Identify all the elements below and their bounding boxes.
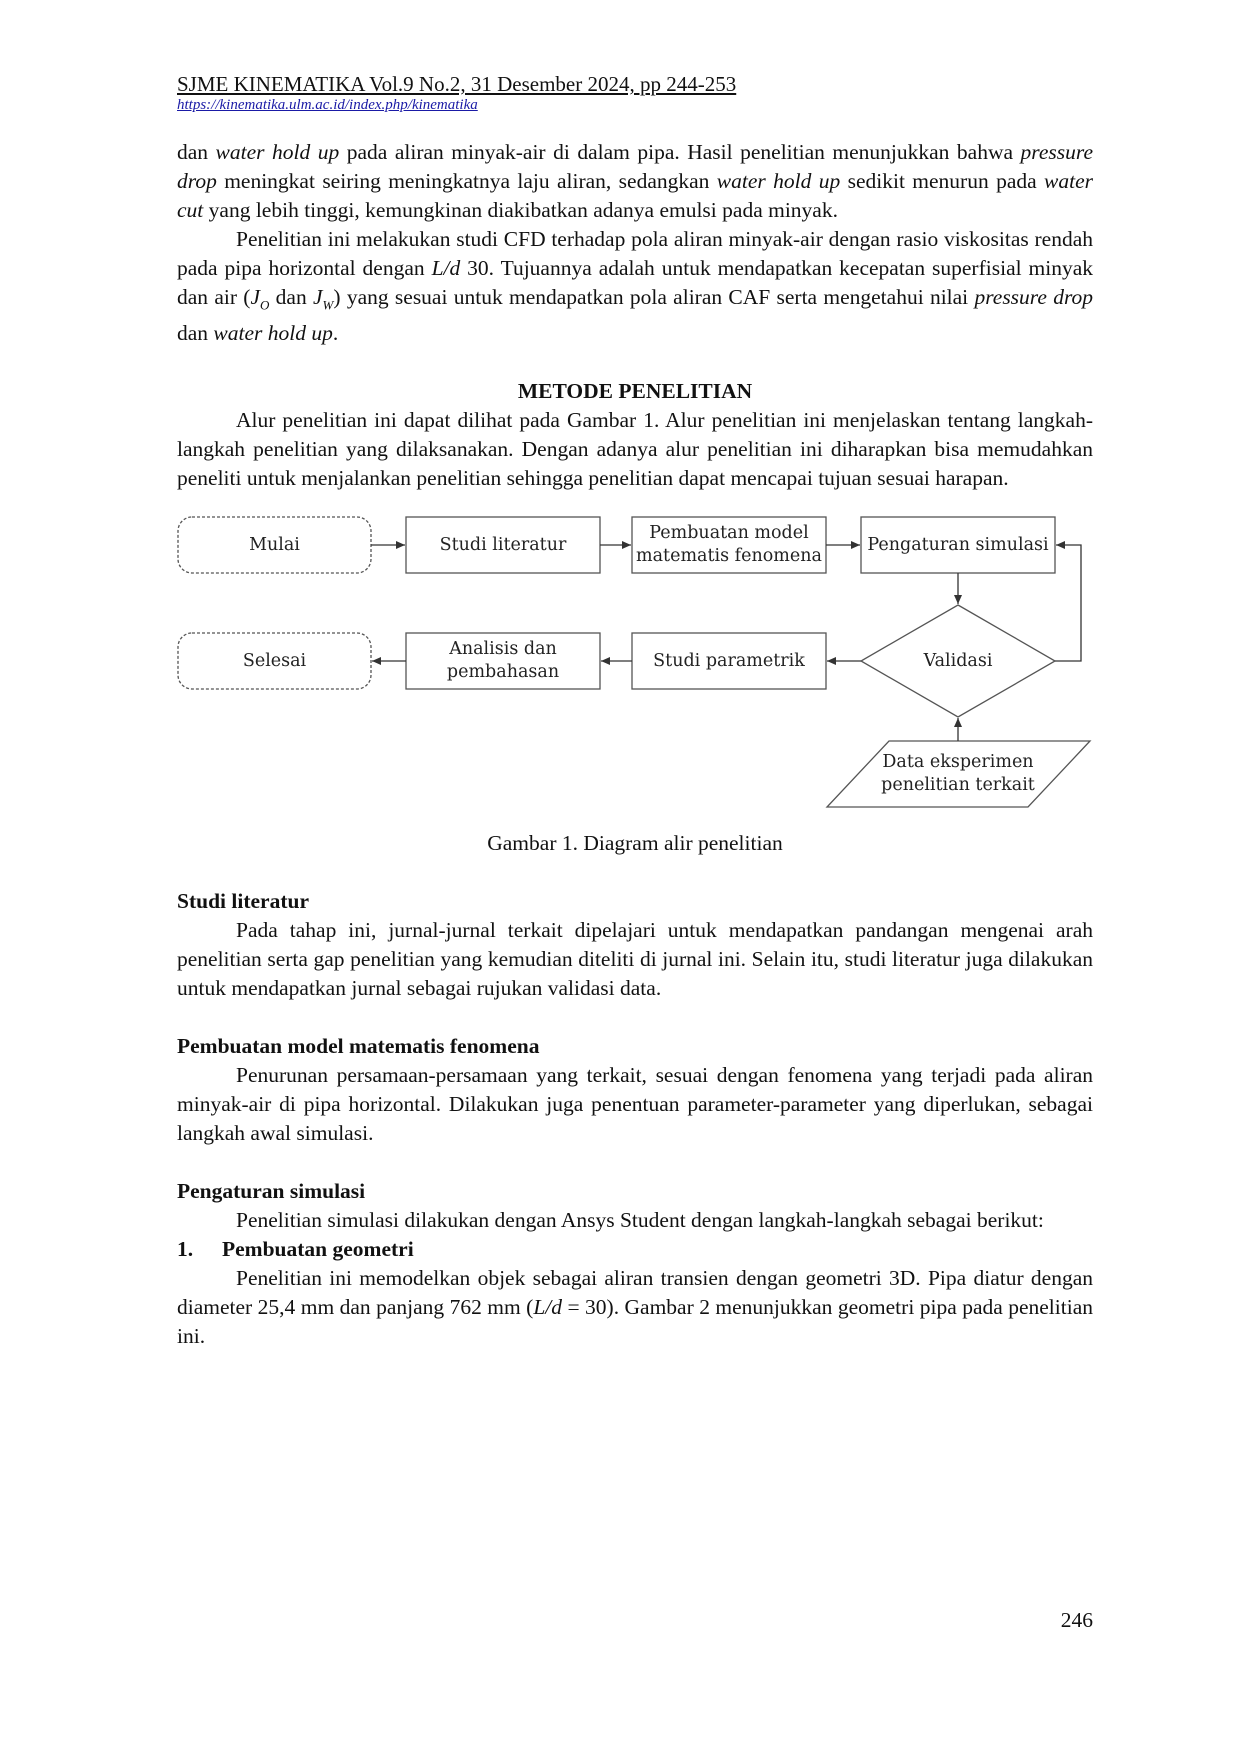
selesai-label: Selesai [242, 650, 307, 671]
geometri-paragraph: Penelitian ini memodelkan objek sebagai aliran transien dengan geometri 3D. Pipa diatur dengan diameter 25,4 mm dan panjang 762 mm (L/d = 30). Gambar 2 menunjukkan geometri pipa pada penelitian ini. [177, 1266, 1093, 1349]
subhead-studi-literatur: Studi literatur [177, 889, 309, 914]
subhead-pengaturan-simulasi: Pengaturan simulasi [177, 1179, 366, 1204]
studi-literatur-label: Studi literatur [439, 534, 567, 555]
pengaturan-simulasi-label: Pengaturan simulasi [867, 534, 1049, 555]
analisis-label: Analisis dan pembahasan [446, 639, 560, 683]
pengaturan-simulasi-paragraph: Penelitian simulasi dilakukan dengan Ansys Student dengan langkah-langkah sebagai berikut: [236, 1208, 1044, 1233]
metode-paragraph: Alur penelitian ini dapat dilihat pada Gambar 1. Alur penelitian ini menjelaskan tentang langkah-langkah penelitian yang dilaksanakan. Dengan adanya alur penelitian ini diharapkan bisa memudahkan peneliti untuk menjalankan penelitian sehingga penelitian dapat mencapai tujuan sesuai harapan. [177, 408, 1093, 491]
flowchart [177, 516, 1093, 831]
journal-title: SJME KINEMATIKA Vol.9 No.2, 31 Desember 2024, pp 244-253 [177, 72, 737, 96]
item-title: Pembuatan geometri [222, 1237, 414, 1262]
journal-url[interactable]: https://kinematika.ulm.ac.id/index.php/kinematika [177, 97, 478, 113]
numbered-heading-geometri [177, 1235, 1093, 1264]
page-number: 246 [1060, 1608, 1093, 1632]
subhead-pembuatan-model: Pembuatan model matematis fenomena [177, 1034, 540, 1059]
data-eksperimen-label: Data eksperimen penelitian terkait [881, 752, 1035, 796]
validasi-label: Validasi [923, 650, 993, 671]
pembuatan-model-label: Pembuatan model matematis fenomena [636, 523, 822, 567]
studi-parametrik-label: Studi parametrik [653, 650, 805, 671]
mulai-label: Mulai [249, 534, 300, 555]
intro-paragraph-2: Penelitian ini melakukan studi CFD terhadap pola aliran minyak-air dengan rasio viskositas rendah pada pipa horizontal dengan L/d 30. Tujuannya adalah untuk mendapatkan kecepatan superfisial minyak dan air ($J_O$ dan $J_W$) yang sesuai untuk mendapatkan pola aliran CAF serta mengetahui nilai pressure drop dan water hold up. [177, 227, 1094, 346]
studi-literatur-paragraph: Pada tahap ini, jurnal-jurnal terkait dipelajari untuk mendapatkan pandangan mengenai arah penelitian serta gap penelitian yang kemudian diteliti di jurnal ini. Selain itu, studi literatur juga dilakukan untuk mendapatkan jurnal sebagai rujukan validasi data. [177, 918, 1093, 1001]
section-title-metode: METODE PENELITIAN [517, 379, 753, 404]
intro-paragraph-1: dan water hold up pada aliran minyak-air di dalam pipa. Hasil penelitian menunjukkan bahwa pressure drop meningkat seiring meningkatnya laju aliran, sedangkan water hold up sedikit menurun pada water cut yang lebih tinggi, kemungkinan diakibatkan adanya emulsi pada minyak. [177, 140, 1094, 222]
figure-caption: Gambar 1. Diagram alir penelitian [487, 831, 783, 856]
page-content [177, 72, 1093, 1351]
pembuatan-model-paragraph: Penurunan persamaan-persamaan yang terkait, sesuai dengan fenomena yang terjadi pada aliran minyak-air di pipa horizontal. Dilakukan juga penentuan parameter-parameter yang diperlukan, sebagai langkah awal simulasi. [177, 1063, 1093, 1146]
item-number: 1. [177, 1237, 194, 1262]
